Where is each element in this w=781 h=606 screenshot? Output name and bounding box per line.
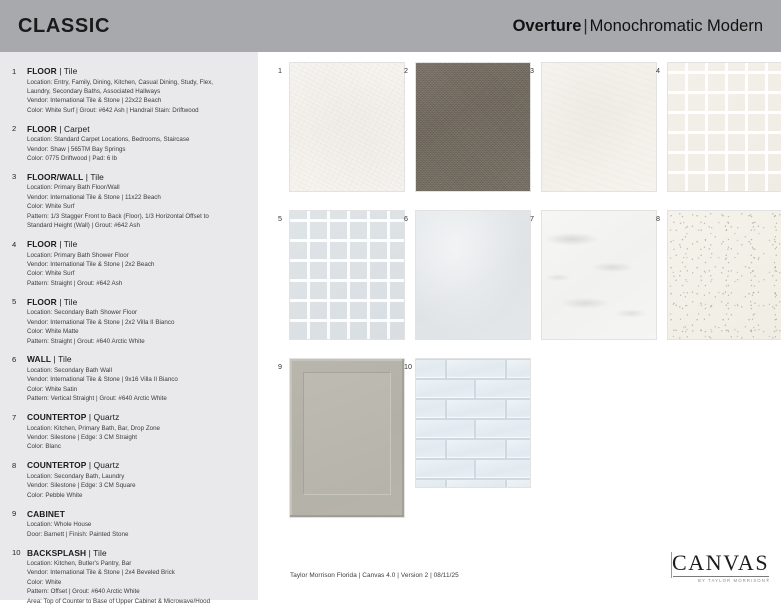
collection-style: Monochromatic Modern (590, 17, 763, 35)
spec-item-body (27, 239, 250, 288)
spec-item (12, 297, 250, 346)
spec-detail-line: Pattern: Offset | Grout: #640 Arctic White (27, 587, 250, 596)
spec-item-number: 7 (12, 412, 27, 452)
subway-tile-brick (416, 360, 445, 378)
spec-detail-line: Location: Whole House (27, 520, 250, 529)
spec-item-title (27, 354, 250, 364)
spec-detail-line: Vendor: Silestone | Edge: 3 CM Square (27, 481, 250, 490)
page-header (0, 0, 781, 52)
subway-tile-row (416, 419, 530, 439)
swatch-quartz-pebble-white[interactable] (667, 210, 781, 340)
cabinet-bevel-top (290, 359, 404, 361)
swatch-wall-tile-villa-bianco-9x16[interactable] (415, 210, 531, 340)
spec-detail-line: Vendor: International Tile & Stone | 9x16 Villa II Bianco (27, 375, 250, 384)
spec-item-number: 1 (12, 66, 27, 115)
spec-item-number: 4 (12, 239, 27, 288)
spec-detail-line: Location: Kitchen, Primary Bath, Bar, Drop Zone (27, 424, 250, 433)
specification-list (0, 52, 258, 606)
spec-detail-line: Vendor: Silestone | Edge: 3 CM Straight (27, 433, 250, 442)
subway-tile-brick (507, 440, 530, 458)
spec-item-title (27, 548, 250, 558)
swatch-panel (264, 52, 781, 600)
spec-detail-line: Vendor: International Tile & Stone | 2x4 Beveled Brick (27, 568, 250, 577)
spec-category: FLOOR/WALL (27, 172, 83, 182)
subway-tile-row (416, 359, 530, 379)
spec-category: FLOOR (27, 297, 57, 307)
spec-material: Tile (64, 66, 78, 76)
subway-tile-pattern (416, 359, 530, 487)
cabinet-bevel-bottom (290, 515, 404, 518)
spec-material: Quartz (94, 412, 120, 422)
spec-item-title (27, 239, 250, 249)
spec-detail-line: Location: Entry, Family, Dining, Kitchen, Casual Dining, Study, Flex, (27, 78, 250, 87)
spec-item-number: 2 (12, 124, 27, 164)
spec-detail-line: Location: Kitchen, Butler's Pantry, Bar (27, 559, 250, 568)
spec-detail-line: Pattern: Straight | Grout: #640 Arctic White (27, 337, 250, 346)
cabinet-bevel-left (290, 359, 292, 517)
spec-item-number: 6 (12, 354, 27, 403)
spec-detail-line: Location: Secondary Bath Shower Floor (27, 308, 250, 317)
swatch-mosaic-tile-villa-bianco-2x2[interactable] (289, 210, 405, 340)
spec-item-title (27, 297, 250, 307)
spec-detail-line: Location: Primary Bath Shower Floor (27, 251, 250, 260)
spec-detail-line: Area: Top of Counter to Base of Upper Cabinet & Microwave/Hood (27, 597, 250, 606)
spec-item-title (27, 124, 250, 134)
spec-detail-line: Pattern: Straight | Grout: #642 Ash (27, 279, 250, 288)
subway-tile-row (416, 479, 530, 487)
subway-tile-brick (447, 400, 505, 418)
spec-detail-line: Color: Pebble White (27, 491, 250, 500)
spec-detail-line: Color: White Matte (27, 327, 250, 336)
spec-detail-line: Laundry, Secondary Baths, Associated Hallways (27, 87, 250, 96)
spec-title-separator: | (57, 124, 64, 134)
spec-title-separator: | (86, 460, 93, 470)
collection-heading (513, 17, 763, 36)
specification-panel (0, 52, 258, 600)
swatch-cell[interactable] (530, 210, 657, 340)
spec-material: Tile (90, 172, 104, 182)
spec-material: Quartz (94, 460, 120, 470)
spec-item-body (27, 509, 250, 539)
swatch-number: 8 (656, 214, 660, 223)
spec-item-title (27, 460, 250, 470)
spec-material: Tile (64, 239, 78, 249)
collection-name: Overture (513, 17, 582, 35)
page-title: CLASSIC (18, 15, 110, 38)
subway-tile-brick (416, 420, 474, 438)
spec-detail-line: Location: Primary Bath Floor/Wall (27, 183, 250, 192)
swatch-cell[interactable] (278, 62, 405, 192)
logo-wordmark: CANVAS (672, 550, 769, 576)
spec-title-separator: | (57, 297, 64, 307)
swatch-number: 9 (278, 362, 282, 371)
spec-category: CABINET (27, 509, 65, 519)
spec-detail-line: Vendor: International Tile & Stone | 22x22 Beach (27, 96, 250, 105)
swatch-floor-wall-tile-white-surf[interactable] (541, 62, 657, 192)
spec-category: FLOOR (27, 124, 57, 134)
subway-tile-brick (416, 400, 445, 418)
subway-tile-brick (447, 480, 505, 487)
spec-detail-line: Vendor: International Tile & Stone | 2x2 Beach (27, 260, 250, 269)
swatch-quartz-blanc[interactable] (541, 210, 657, 340)
spec-category: FLOOR (27, 66, 57, 76)
swatch-cabinet-barnett-painted-stone[interactable] (289, 358, 405, 518)
heading-separator: | (581, 17, 589, 35)
spec-item-title (27, 412, 250, 422)
spec-detail-line: Standard Height (Wall) | Grout: #642 Ash (27, 221, 250, 230)
spec-item-number: 3 (12, 172, 27, 231)
subway-tile-row (416, 379, 530, 399)
cabinet-recessed-panel (303, 372, 392, 494)
subway-tile-row (416, 459, 530, 479)
spec-material: Carpet (64, 124, 90, 134)
swatch-number: 6 (404, 214, 408, 223)
spec-category: COUNTERTOP (27, 412, 86, 422)
spec-item-body (27, 412, 250, 452)
spec-item-body (27, 172, 250, 231)
spec-title-separator: | (57, 239, 64, 249)
spec-category: WALL (27, 354, 51, 364)
spec-title-separator: | (57, 66, 64, 76)
subway-tile-brick (476, 380, 530, 398)
spec-detail-line: Color: White (27, 578, 250, 587)
spec-material: Tile (93, 548, 107, 558)
spec-item-title (27, 172, 250, 182)
spec-item-body (27, 354, 250, 403)
swatch-cell[interactable] (404, 62, 531, 192)
swatch-cell[interactable] (656, 62, 781, 192)
swatch-cell[interactable] (404, 358, 531, 488)
spec-title-separator: | (86, 548, 93, 558)
spec-detail-line: Location: Secondary Bath, Laundry (27, 472, 250, 481)
subway-tile-brick (447, 360, 505, 378)
spec-item (12, 124, 250, 164)
spec-item-body (27, 124, 250, 164)
spec-title-separator: | (86, 412, 93, 422)
subway-tile-brick (507, 360, 530, 378)
spec-item (12, 412, 250, 452)
spec-detail-line: Location: Standard Carpet Locations, Bedrooms, Staircase (27, 135, 250, 144)
spec-detail-line: Door: Barnett | Finish: Painted Stone (27, 530, 250, 539)
subway-tile-brick (447, 440, 505, 458)
spec-item-number: 8 (12, 460, 27, 500)
spec-detail-line: Color: White Surf (27, 202, 250, 211)
spec-detail-line: Vendor: Shaw | 565TM Bay Springs (27, 145, 250, 154)
subway-tile-brick (416, 380, 474, 398)
swatch-cell[interactable] (656, 210, 781, 340)
spec-detail-line: Pattern: 1/3 Stagger Front to Back (Floor), 1/3 Horizontal Offset to (27, 212, 250, 221)
swatch-backsplash-beveled-brick-2x4[interactable] (415, 358, 531, 488)
spec-detail-line: Pattern: Vertical Straight | Grout: #640 Arctic White (27, 394, 250, 403)
spec-item-body (27, 66, 250, 115)
spec-item (12, 239, 250, 288)
subway-tile-brick (416, 440, 445, 458)
swatch-mosaic-tile-beach-2x2[interactable] (667, 62, 781, 192)
swatch-cell[interactable] (530, 62, 657, 192)
canvas-logo (668, 548, 772, 586)
spec-category: FLOOR (27, 239, 57, 249)
subway-tile-brick (476, 420, 530, 438)
spec-detail-line: Color: Blanc (27, 442, 250, 451)
spec-item (12, 172, 250, 231)
spec-detail-line: Color: White Satin (27, 385, 250, 394)
spec-title-separator: | (51, 354, 58, 364)
spec-detail-line: Vendor: International Tile & Stone | 2x2 Villa II Bianco (27, 318, 250, 327)
spec-item-body (27, 460, 250, 500)
subway-tile-brick (476, 460, 530, 478)
subway-tile-brick (416, 460, 474, 478)
spec-detail-line: Vendor: International Tile & Stone | 11x22 Beach (27, 193, 250, 202)
cabinet-door-face (290, 359, 404, 517)
spec-detail-line: Color: 0775 Driftwood | Pad: 6 lb (27, 154, 250, 163)
subway-tile-row (416, 439, 530, 459)
swatch-cell[interactable] (278, 210, 405, 340)
spec-item-title (27, 66, 250, 76)
spec-item (12, 460, 250, 500)
subway-tile-row (416, 399, 530, 419)
swatch-number: 1 (278, 66, 282, 75)
spec-item-number: 10 (12, 548, 27, 606)
swatch-number: 10 (404, 362, 412, 371)
swatch-floor-tile-white-surf[interactable] (289, 62, 405, 192)
spec-material: Tile (58, 354, 72, 364)
swatch-number: 2 (404, 66, 408, 75)
spec-item-body (27, 548, 250, 606)
swatch-number: 4 (656, 66, 660, 75)
spec-detail-line: Color: White Surf (27, 269, 250, 278)
spec-item-title (27, 509, 250, 519)
logo-tagline: BY TAYLOR MORRISON® (698, 578, 770, 583)
footer-credit: Taylor Morrison Florida | Canvas 4.0 | Version 2 | 08/11/25 (290, 572, 459, 579)
spec-material: Tile (64, 297, 78, 307)
swatch-carpet-driftwood[interactable] (415, 62, 531, 192)
subway-tile-brick (507, 480, 530, 487)
spec-item (12, 509, 250, 539)
spec-item-number: 5 (12, 297, 27, 346)
spec-detail-line: Color: White Surf | Grout: #642 Ash | Handrail Stain: Driftwood (27, 106, 250, 115)
spec-item (12, 354, 250, 403)
spec-item-number: 9 (12, 509, 27, 539)
swatch-number: 5 (278, 214, 282, 223)
spec-item (12, 66, 250, 115)
swatch-number: 7 (530, 214, 534, 223)
spec-detail-line: Location: Secondary Bath Wall (27, 366, 250, 375)
spec-item-body (27, 297, 250, 346)
spec-category: BACKSPLASH (27, 548, 86, 558)
swatch-cell[interactable] (278, 358, 405, 518)
subway-tile-brick (416, 480, 445, 487)
spec-category: COUNTERTOP (27, 460, 86, 470)
swatch-number: 3 (530, 66, 534, 75)
subway-tile-brick (507, 400, 530, 418)
spec-item (12, 548, 250, 606)
swatch-cell[interactable] (404, 210, 531, 340)
spec-title-separator: | (83, 172, 90, 182)
